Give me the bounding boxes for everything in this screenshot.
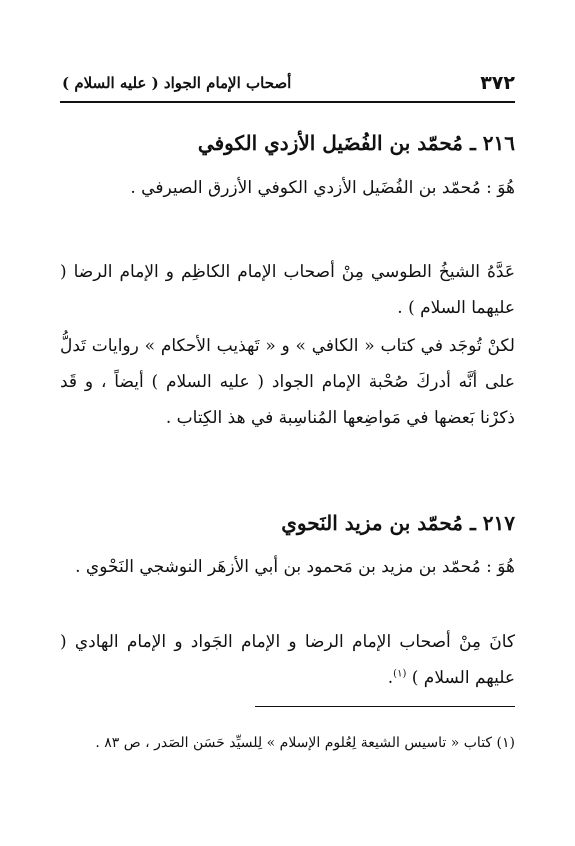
- entry-heading: ٢١٦ ـ مُحمّد بن الفُضَيل الأزدي الكوفي: [197, 131, 515, 155]
- entry-217-paragraph-2: [60, 624, 515, 696]
- paragraph: [60, 624, 515, 696]
- entry-216-heading-block: [60, 128, 515, 158]
- entry-216-paragraph-1: [60, 170, 515, 206]
- entry-217-heading-block: [60, 508, 515, 538]
- footnote-rule: [255, 706, 515, 707]
- entry-217-paragraph-1: [60, 549, 515, 585]
- paragraph: لكنْ تُوجَد في كتاب « الكافي » و « تَهذيب الأحكام » روايات تَدلُّ على أنَّه أدركَ صُحْبة الإمام الجواد ( عليه السلام ) أيضاً ، و قَد ذكرْنا بَعضها في مَواضِعها المُناسِبة في هذ الكِتاب .: [60, 336, 515, 428]
- running-header: [62, 68, 515, 98]
- header-rule: [60, 101, 515, 103]
- footnote-marker: (١): [393, 668, 407, 680]
- paragraph: هُوَ : مُحمّد بن الفُضَيل الأزدي الكوفي الأزرق الصيرفي .: [130, 178, 515, 198]
- paragraph-text: كانَ مِنْ أصحاب الإمام الرضا و الإمام الجَواد و الإمام الهادي ( عليهم السلام ): [60, 632, 515, 688]
- entry-heading: ٢١٧ ـ مُحمّد بن مزيد النَحوي: [281, 511, 515, 535]
- entry-216-paragraph-2: [60, 254, 515, 326]
- running-header-title: أصحاب الإمام الجواد ( عليه السلام ): [62, 74, 292, 92]
- footnote: (١) كتاب « تاسيس الشيعة لِعُلوم الإسلام » لِلسيِّد حَسَن الصَدر ، ص ٨٣ .: [95, 735, 515, 751]
- paragraph: هُوَ : مُحمّد بن مزيد بن مَحمود بن أبي الأزهَر النوشجي النَحْوي .: [75, 557, 515, 577]
- paragraph-end-mark: .: [387, 668, 394, 688]
- footnote-block: [60, 728, 515, 758]
- paragraph: عَدَّهُ الشيخُ الطوسي مِنْ أصحاب الإمام الكاظِم و الإمام الرضا ( عليهما السلام ) .: [60, 262, 515, 318]
- entry-216-paragraph-3: [60, 328, 515, 436]
- page-number: ٣٧٢: [480, 72, 515, 94]
